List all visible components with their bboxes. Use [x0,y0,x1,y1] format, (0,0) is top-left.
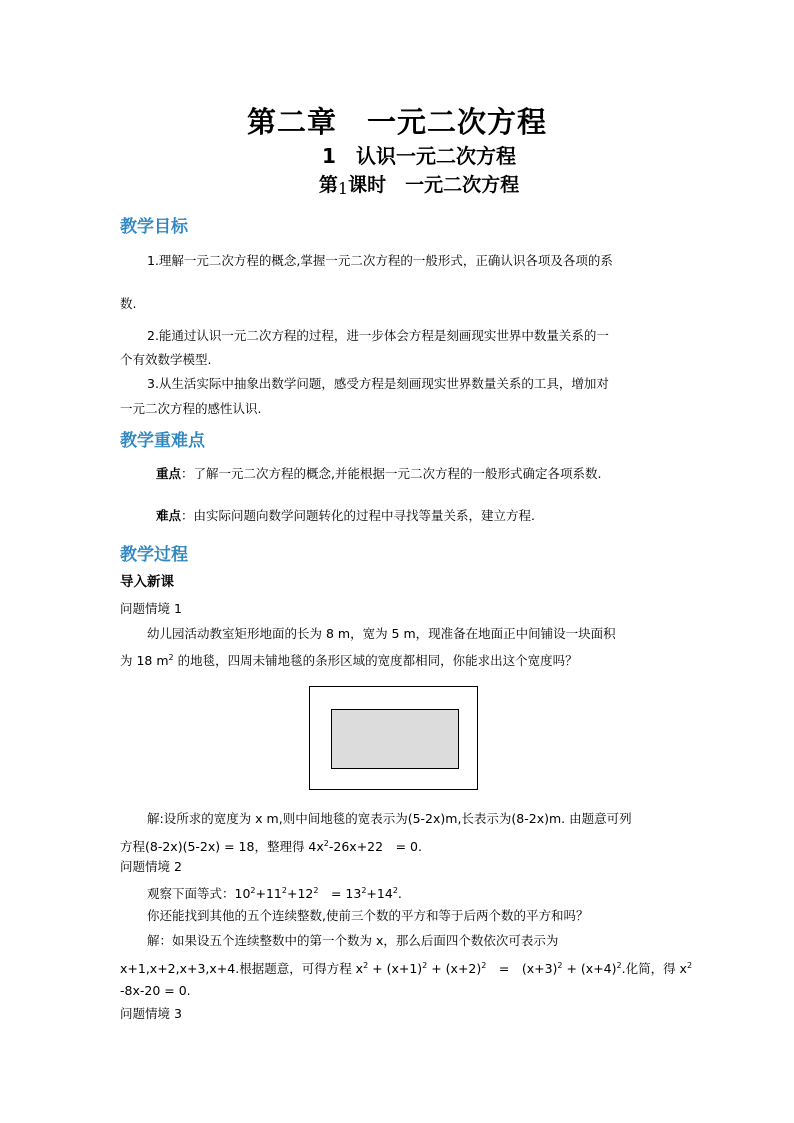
scenario-1-title: 问题情境 1 [120,601,182,616]
scenario-2-solution-3: -8x-20 = 0. [120,983,191,998]
chapter-title: 第二章 一元二次方程 [246,105,547,139]
goals-heading: 教学目标 [120,217,188,237]
scenario-2-question: 你还能找到其他的五个连续整数,使前三个数的平方和等于后两个数的平方和吗？ [147,908,589,923]
goal-2-line-2: 个有效数学模型. [120,352,212,367]
goal-3-line-1: 3.从生活实际中抽象出数学问题，感受方程是刻画现实世界数量关系的工具，增加对 [147,376,609,391]
goal-1-line-2: 数. [120,296,137,311]
section-title: 1 认识一元二次方程 [322,144,516,168]
room-floor-rectangle [309,686,478,790]
carpet-rectangle [331,709,459,769]
goal-1-line-1: 1.理解一元二次方程的概念,掌握一元二次方程的一般形式，正确认识各项及各项的系 [147,253,613,268]
process-heading: 教学过程 [120,545,188,565]
intro-heading: 导入新课 [120,574,174,590]
scenario-2-title: 问题情境 2 [120,859,182,874]
scenario-1-text-2: 为 18 $m^2$ 的地毯，四周未铺地毯的条形区域的宽度都相同，你能求出这个宽度吗？ [120,653,578,668]
scenario-1-solution-2: 方程(8-2x)(5-2x) = 18，整理得 $4x^2-26x+22$ = 0. [120,839,422,854]
scenario-1-text-1: 幼儿园活动教室矩形地面的长为 8 m，宽为 5 m，现准备在地面正中间铺设一块面积 [147,626,616,641]
difficult-point: 难点：由实际问题向数学问题转化的过程中寻找等量关系，建立方程. [156,508,535,523]
key-point: 重点：了解一元二次方程的概念,并能根据一元二次方程的一般形式确定各项系数. [156,466,602,481]
lesson-title: 第1课时 一元二次方程 [318,174,520,198]
keypoints-heading: 教学重难点 [120,431,205,451]
scenario-2-observe: 观察下面等式：$10^2+11^2+12^2$ = $13^2+14^2$. [147,886,402,901]
goal-2-line-1: 2.能通过认识一元二次方程的过程，进一步体会方程是刻画现实世界中数量关系的一 [147,328,609,343]
lesson-number: 1 [337,179,349,198]
scenario-3-title: 问题情境 3 [120,1006,182,1021]
scenario-2-solution-2: x+1,x+2,x+3,x+4.根据题意，可得方程 $x^2 + (x+1)^2 + (x+2)^2$ = $(x+3)^2 + (x+4)^2$.化简，得 $x^2$ [120,961,693,976]
goal-3-line-2: 一元二次方程的感性认识. [120,401,262,416]
scenario-1-solution-1: 解:设所求的宽度为 x m,则中间地毯的宽表示为(5-2x)m,长表示为(8-2x)m. 由题意可列 [147,811,632,826]
scenario-2-solution-1: 解：如果设五个连续整数中的第一个数为 x，那么后面四个数依次可表示为 [147,933,559,948]
